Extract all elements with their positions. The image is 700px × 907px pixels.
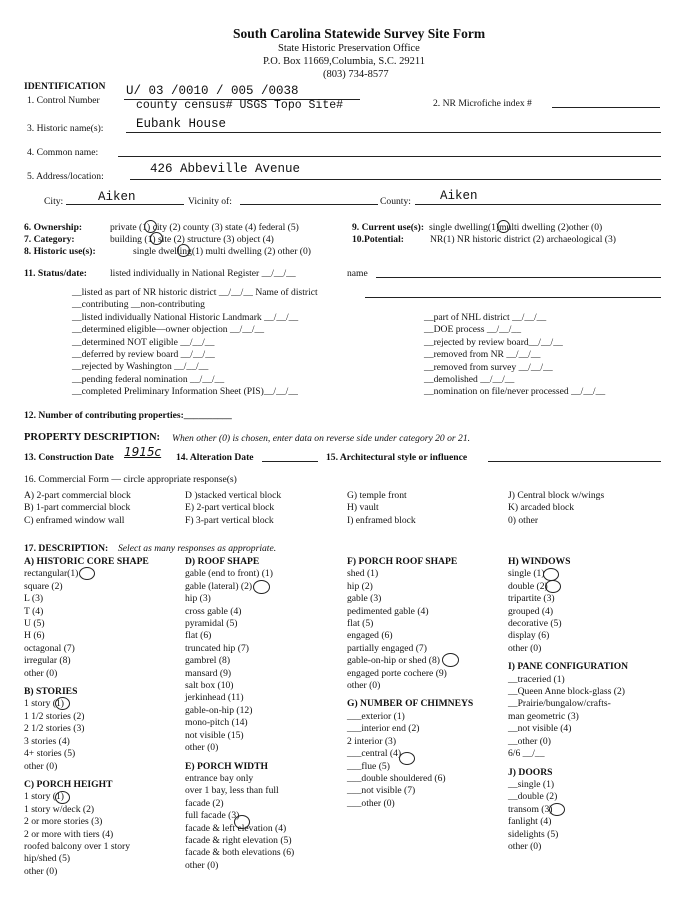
description-option[interactable]: square (2) [24,580,63,592]
commercial-option[interactable]: B) 1-part commercial block [24,502,131,514]
description-option[interactable]: __single (1) [508,778,555,790]
description-col-1 [24,556,149,878]
nr-microfiche-label: 2. NR Microfiche index # [433,98,532,109]
office-name: State Historic Preservation Office [278,43,420,54]
status-item[interactable]: __contributing __non-contributing [72,299,205,311]
description-option[interactable]: 2 or more stories (3) [24,816,103,828]
description-option[interactable]: mono-pitch (14) [185,717,248,729]
door-single-circle-mark [549,803,565,816]
county-line [415,204,661,205]
status-item[interactable]: __part of NHL district __/__/__ [424,312,547,323]
description-option[interactable]: H (6) [24,630,45,642]
subsection-heading: F) PORCH ROOF SHAPE [347,556,458,567]
description-option[interactable]: 1 1/2 stories (2) [24,710,85,722]
description-col-4 [508,556,628,853]
commercial-option[interactable]: E) 2-part vertical block [185,502,275,514]
historic-name-value[interactable]: Eubank House [136,117,227,131]
rectangular-circle-mark [79,567,95,580]
category-options[interactable]: building (1) site (2) structure (3) object (4) [110,234,274,245]
description-option[interactable]: engaged porte cochere (9) [347,667,447,679]
description-option[interactable]: gable-on-hip (12) [185,704,253,716]
description-option[interactable]: gable (lateral) (2) [185,580,253,592]
description-option[interactable]: 1 story w/deck (2) [24,803,95,815]
description-option[interactable]: octagonal (7) [24,642,75,654]
subsection-heading: D) ROOF SHAPE [185,556,260,567]
description-option[interactable]: other (0) [24,760,58,772]
description-option[interactable]: ___double shouldered (6) [347,772,446,784]
address-line [130,179,661,180]
description-option[interactable]: 2 1/2 stories (3) [24,723,85,735]
county-value[interactable]: Aiken [440,189,478,203]
description-option[interactable]: hip (3) [185,593,211,605]
description-label: 17. DESCRIPTION: [24,543,109,554]
porch-height-circle-mark [55,791,70,804]
description-option[interactable]: ___not visible (7) [347,785,416,797]
status-right-list [424,312,605,399]
status-item[interactable]: __DOE process __/__/__ [424,324,521,336]
description-option[interactable]: other (0) [508,642,542,654]
description-option[interactable]: 1 story (1) [24,791,64,803]
category-circle-mark [150,232,163,245]
status-item[interactable]: __completed Preliminary Information Sheet (PIS)__/__/__ [72,386,298,398]
gable-lateral-circle-mark [253,580,270,594]
description-option[interactable]: 6/6 __/__ [508,748,545,760]
status-left-list [72,287,318,399]
description-option[interactable]: facade & both elevations (6) [185,847,295,859]
historic-use-options[interactable]: single dwelling(1) multi dwelling (2) other (0) [133,246,311,257]
historic-name-label: 3. Historic name(s): [27,123,104,134]
control-number-label: 1. Control Number [27,95,100,106]
one-story-circle-mark [55,697,70,710]
office-address: P.O. Box 11669,Columbia, S.C. 29211 [263,56,425,67]
commercial-option[interactable]: F) 3-part vertical block [185,514,274,526]
description-option[interactable]: ___central (4) [347,748,402,760]
commercial-option[interactable]: K) arcaded block [508,502,575,514]
status-name-line[interactable] [376,277,661,278]
description-option[interactable]: 2 or more with tiers (4) [24,828,114,840]
subsection-heading: J) DOORS [508,766,553,778]
common-name-line[interactable] [118,156,661,157]
commercial-col-3 [347,490,416,527]
description-option[interactable]: flat (6) [185,630,212,642]
description-option[interactable]: sidelights (5) [508,828,559,840]
description-option[interactable]: irregular (8) [24,655,71,667]
status-item[interactable]: __listed individually National Historic Landmark __/__/__ [72,311,299,323]
vicinity-label: Vicinity of: [188,196,232,207]
description-option[interactable]: 1 story (1) [24,698,64,710]
interior-chimney-circle-mark [399,752,415,765]
city-label: City: [44,196,64,207]
description-option[interactable]: over 1 bay, less than full [185,785,279,797]
description-option[interactable]: ___other (0) [347,797,395,809]
property-description-note: When other (0) is chosen, enter data on reverse side under category 20 or 21. [172,433,471,444]
architectural-style-line[interactable] [488,461,661,462]
description-option[interactable]: hip (2) [347,580,373,592]
description-option[interactable]: T (4) [24,605,44,617]
status-listed-individually[interactable]: listed individually in National Register __/__/__ [110,268,296,279]
description-option[interactable]: engaged (6) [347,630,393,642]
address-label: 5. Address/location: [27,171,104,182]
full-facade-circle-mark [234,815,250,829]
control-number-value: U/ 03 /0010 / 005 /0038 [126,84,299,98]
description-option[interactable]: hip/shed (5) [24,853,71,865]
commercial-col-2 [185,490,281,527]
status-item[interactable]: __nomination on file/never processed __/__/__ [424,386,606,398]
status-item[interactable]: __listed as part of NR historic district __/__/__ Name of district [72,287,318,298]
architectural-style-label: 15. Architectural style or influence [326,452,468,463]
subsection-heading: I) PANE CONFIGURATION [508,661,629,673]
nr-microfiche-line[interactable] [552,107,660,108]
description-option[interactable]: ___exterior (1) [347,710,405,722]
description-option[interactable]: pyramidal (5) [185,618,238,630]
subsection-heading: A) HISTORIC CORE SHAPE [24,556,149,567]
potential-label: 10.Potential: [352,234,404,245]
alteration-date-label: 14. Alteration Date [176,452,254,463]
status-item[interactable]: __removed from survey __/__/__ [424,361,553,373]
status-item[interactable]: __deferred by review board __/__/__ [72,349,215,361]
subsection-heading: E) PORCH WIDTH [185,760,268,772]
description-option[interactable]: L (3) [24,593,44,605]
city-line [66,204,184,205]
ownership-label: 6. Ownership: [24,222,83,233]
commercial-form-label: 16. Commercial Form — circle appropriate response(s) [24,474,237,485]
status-item[interactable]: __rejected by review board__/__/__ [424,336,563,348]
district-name-line[interactable] [365,297,661,298]
description-option[interactable]: truncated hip (7) [185,642,249,654]
commercial-option[interactable]: C) enframed window wall [24,514,125,526]
description-option[interactable]: 3 stories (4) [24,735,70,747]
description-option[interactable]: __double (2) [508,791,558,803]
subsection-heading: C) PORCH HEIGHT [24,778,113,790]
historic-use-label: 8. Historic use(s): [24,246,96,257]
description-option[interactable]: transom (3) [508,803,553,815]
description-option[interactable]: other (0) [347,680,381,692]
status-item[interactable]: __pending federal nomination __/__/__ [72,373,225,385]
commercial-option[interactable]: 0) other [508,514,539,526]
description-option[interactable]: facade (2) [185,797,224,809]
status-item[interactable]: __determined NOT eligible __/__/__ [72,336,215,348]
status-item[interactable]: __rejected by Washington __/__/__ [72,361,209,373]
description-option[interactable]: full facade (3) [185,810,240,822]
subsection-heading: H) WINDOWS [508,556,571,567]
description-option[interactable]: 4+ stories (5) [24,748,76,760]
description-option[interactable]: decorative (5) [508,618,562,630]
description-option[interactable]: fanlight (4) [508,816,552,828]
description-col-3 [347,556,473,810]
identification-heading: IDENTIFICATION [24,81,106,92]
description-option[interactable]: gable (3) [347,593,382,605]
description-option[interactable]: man geometric (3) [508,710,579,722]
commercial-col-4 [508,490,604,527]
address-value[interactable]: 426 Abbeville Avenue [150,162,301,176]
description-note: Select as many responses as appropriate. [118,543,277,554]
description-option[interactable]: jerkinhead (11) [185,692,244,704]
description-option[interactable]: gambrel (8) [185,655,231,667]
window-single-circle-mark [543,568,559,581]
description-option[interactable]: __Prairie/bungalow/crafts- [508,698,611,710]
description-option[interactable]: other (0) [185,859,219,871]
category-label: 7. Category: [24,234,75,245]
current-use-options[interactable]: single dwelling(1)multi dwelling (2)other (0) [429,222,603,233]
historic-use-circle-mark [177,244,190,257]
status-item[interactable]: __removed from NR __/__/__ [424,349,541,361]
ownership-options[interactable]: private (1) city (2) county (3) state (4) federal (5) [110,222,299,233]
description-option[interactable]: rectangular(1) [24,568,79,580]
commercial-option[interactable]: D )stacked vertical block [185,490,282,501]
description-option[interactable]: ___interior end (2) [347,723,420,735]
description-option[interactable]: __Queen Anne block-glass (2) [508,686,625,698]
description-option[interactable]: other (0) [24,667,58,679]
description-option[interactable]: other (0) [185,742,219,754]
commercial-option[interactable]: G) temple front [347,490,407,501]
vicinity-line[interactable] [240,204,378,205]
subsection-heading: B) STORIES [24,686,78,698]
window-double-circle-mark [545,580,561,593]
historic-name-line [126,132,661,133]
commercial-col-1 [24,490,131,527]
description-option[interactable]: other (0) [508,840,542,852]
description-option[interactable]: single (1) [508,568,545,580]
description-option[interactable]: double (2) [508,580,548,592]
commercial-option[interactable]: A) 2-part commercial block [24,490,131,501]
status-item[interactable]: __determined eligible—owner objection __/__/__ [72,324,265,336]
construction-date-value[interactable]: 1915c [124,445,162,459]
commercial-option[interactable]: H) vault [347,502,379,514]
description-option[interactable]: ___flue (5) [347,760,390,772]
porch-roof-circle-mark [442,653,459,667]
status-item[interactable]: __demolished __/__/__ [424,374,515,386]
description-option[interactable]: 2 interior (3) [347,735,397,747]
description-option[interactable]: cross gable (4) [185,605,242,617]
form-title: South Carolina Statewide Survey Site Form [233,26,486,41]
description-option[interactable]: flat (5) [347,618,374,630]
description-option[interactable]: mansard (9) [185,667,232,679]
county-label: County: [380,196,411,207]
commercial-option[interactable]: J) Central block w/wings [508,490,605,501]
common-name-label: 4. Common name: [27,147,99,158]
commercial-option[interactable]: I) enframed block [347,514,416,526]
description-option[interactable]: facade & right elevation (5) [185,834,292,846]
description-option[interactable]: U (5) [24,618,45,630]
office-phone: (803) 734-8577 [323,69,389,80]
description-option[interactable]: other (0) [24,865,58,877]
description-option[interactable]: roofed balcony over 1 story [24,840,131,852]
current-use-label: 9. Current use(s): [352,222,425,233]
description-option[interactable]: tripartite (3) [508,593,555,605]
description-option[interactable]: __not visible (4) [508,723,572,735]
description-option[interactable]: not visible (15) [185,729,244,741]
description-option[interactable]: shed (1) [347,568,379,580]
description-option[interactable]: salt box (10) [185,680,234,692]
potential-options[interactable]: NR(1) NR historic district (2) archaeological (3) [430,234,616,245]
current-use-circle-mark [497,220,510,233]
city-value[interactable]: Aiken [98,190,136,204]
alteration-date-line[interactable] [262,461,318,462]
description-option[interactable]: gable (end to front) (1) [185,568,273,580]
description-option[interactable]: gable-on-hip or shed (8) [347,655,440,667]
contributing-properties[interactable]: 12. Number of contributing properties:__________ [24,410,232,421]
description-option[interactable]: pedimented gable (4) [347,605,429,617]
description-option[interactable]: __other (0) [508,735,551,747]
control-number-subcaption: county census# USGS Topo Site# [136,99,344,112]
description-option[interactable]: facade & left elevation (4) [185,822,287,834]
construction-date-label: 13. Construction Date [24,452,114,463]
description-option[interactable]: entrance bay only [185,772,254,784]
status-name-label: name [347,268,368,279]
status-label: 11. Status/date: [24,268,87,279]
description-option[interactable]: partially engaged (7) [347,642,427,654]
description-option[interactable]: grouped (4) [508,605,554,617]
subsection-heading: G) NUMBER OF CHIMNEYS [347,698,474,710]
description-option[interactable]: display (6) [508,630,550,642]
description-option[interactable]: __traceried (1) [508,673,565,685]
property-description-heading: PROPERTY DESCRIPTION: [24,432,161,443]
